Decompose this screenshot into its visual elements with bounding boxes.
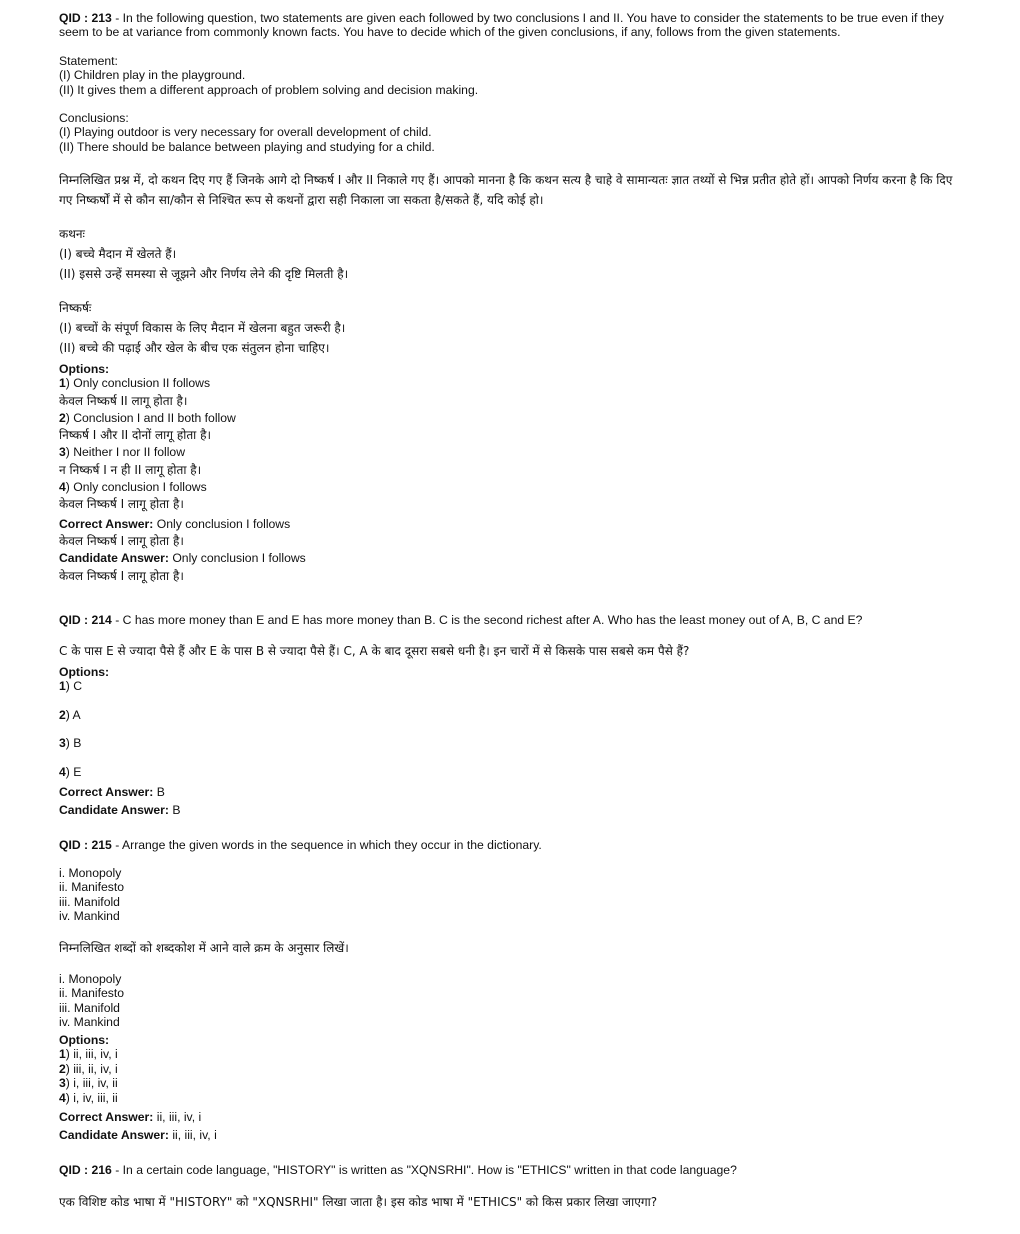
q214-options <box>59 665 964 694</box>
word-item: i. Monopoly <box>59 972 122 986</box>
statement-2: (II) It gives them a different approach of problem solving and decision making. <box>59 82 479 97</box>
word-item: iv. Mankind <box>59 909 120 924</box>
statement-1-hi: (I) बच्चे मैदान में खेलते हैं। <box>59 247 177 261</box>
option-1: 1) ii, iii, iv, i <box>59 1047 118 1062</box>
q216-question-hi: एक विशिष्ट कोड भाषा में "HISTORY" को "XQNSRHI" लिखा जाता है। इस कोड भाषा में "ETHICS" को किस प्रकार लिखा जाएगा? <box>59 1195 658 1209</box>
statement-1: (I) Children play in the playground. <box>59 68 246 83</box>
candidate-answer-hi: केवल निष्कर्ष I लागू होता है। <box>59 568 184 583</box>
word-item: iii. Manifold <box>59 1000 120 1015</box>
q215-word-list <box>59 866 964 924</box>
q213-question-en <box>59 11 964 40</box>
q214-question-hi: C के पास E से ज्यादा पैसे हैं और E के पास B से ज्यादा पैसे हैं। C, A के बाद दूसरा सबसे धनी है। इन चारों में से किसके पास सबसे कम पैसे हैं? <box>59 644 690 658</box>
option-3: 3) Neither I nor II follow <box>59 445 185 460</box>
option-1: 1) C <box>59 679 83 694</box>
option-1: 1) Only conclusion II follows <box>59 376 211 391</box>
question-text: - Arrange the given words in the sequence in which they occur in the dictionary. <box>111 838 542 852</box>
q214-option-2: 2) A <box>59 708 81 722</box>
q215-options <box>59 1033 964 1105</box>
correct-answer: Correct Answer: Only conclusion I follows <box>59 517 291 531</box>
q215-answers <box>59 1108 964 1144</box>
statement-2-hi: (II) इससे उन्हें समस्या से जूझने और निर्णय लेने की दृष्टि मिलती है। <box>59 267 349 281</box>
options-label: Options: <box>59 665 110 679</box>
options-label: Options: <box>59 1033 110 1047</box>
qid-label: QID : 213 <box>59 11 112 25</box>
statement-heading-hi: कथनः <box>59 227 85 241</box>
conclusions-heading-hi: निष्कर्षः <box>59 301 92 315</box>
correct-answer-hi: केवल निष्कर्ष I लागू होता है। <box>59 534 184 549</box>
option-2-hi: निष्कर्ष I और II दोनों लागू होता है। <box>59 428 212 443</box>
q215-word-list-hi <box>59 972 964 1030</box>
word-item: iii. Manifold <box>59 894 120 909</box>
q213-answers <box>59 517 964 586</box>
q215-question-en <box>59 838 964 852</box>
correct-answer: Correct Answer: B <box>59 785 165 799</box>
q216-question-en <box>59 1163 964 1177</box>
qid-label: QID : 215 <box>59 838 112 852</box>
qid-label: QID : 216 <box>59 1163 112 1177</box>
question-text: - In the following question, two statements are given each followed by two conclusions I and II. You have to consider the statements to be true even if they seem to be at variance from commonly known facts. You have to decide which of the given conclusions, if any, follows from the given statements. <box>59 11 944 40</box>
question-text: - In a certain code language, "HISTORY" is written as "XQNSRHI". How is "ETHICS" written in that code language? <box>111 1163 737 1177</box>
conclusion-1: (I) Playing outdoor is very necessary for overall development of child. <box>59 125 432 140</box>
option-4-hi: केवल निष्कर्ष I लागू होता है। <box>59 497 184 512</box>
q213-statements-en <box>59 54 964 97</box>
option-1-hi: केवल निष्कर्ष II लागू होता है। <box>59 393 188 408</box>
conclusion-1-hi: (I) बच्चों के संपूर्ण विकास के लिए मैदान में खेलना बहुत जरूरी है। <box>59 321 346 335</box>
option-2: 2) iii, ii, iv, i <box>59 1061 118 1076</box>
q213-conclusions-en <box>59 111 964 154</box>
q213-question-hi: निम्नलिखित प्रश्न में, दो कथन दिए गए हैं जिनके आगे दो निष्कर्ष I और II निकाले गए हैं। आपको मानना है कि कथन सत्य है चाहे वे सामान्यतः ज्ञात तथ्यों से भिन्न प्रतीत होते हों। आपको निर्णय करना है कि दिए गए निष्कर्षों में से कौन सा/कौन से निश्चित रूप से कथनों द्वारा सही निकाला जा सकता है/सकते हैं, यदि कोई हो। <box>59 173 953 207</box>
candidate-answer: Candidate Answer: B <box>59 803 181 817</box>
q213-statements-hi <box>59 224 964 284</box>
qid-label: QID : 214 <box>59 613 112 627</box>
word-item: ii. Manifesto <box>59 986 125 1001</box>
q214-option-4: 4) E <box>59 765 82 779</box>
conclusion-2: (II) There should be balance between playing and studying for a child. <box>59 139 435 154</box>
word-item: ii. Manifesto <box>59 880 125 895</box>
option-3: 3) i, iii, iv, ii <box>59 1076 118 1091</box>
word-item: i. Monopoly <box>59 866 122 880</box>
q214-question-en <box>59 613 964 627</box>
option-2: 2) Conclusion I and II both follow <box>59 410 236 425</box>
word-item: iv. Mankind <box>59 1015 120 1030</box>
question-text: - C has more money than E and E has more money than B. C is the second richest after A. Who has the least money out of A, B, C and E? <box>111 613 863 627</box>
conclusions-heading: Conclusions: <box>59 111 129 125</box>
q214-option-3: 3) B <box>59 736 82 750</box>
correct-answer: Correct Answer: ii, iii, iv, i <box>59 1110 202 1124</box>
statement-heading: Statement: <box>59 54 118 68</box>
options-label: Options: <box>59 362 110 376</box>
conclusion-2-hi: (II) बच्चे की पढ़ाई और खेल के बीच एक संतुलन होना चाहिए। <box>59 341 330 355</box>
option-3-hi: न निष्कर्ष I न ही II लागू होता है। <box>59 462 202 477</box>
candidate-answer: Candidate Answer: ii, iii, iv, i <box>59 1128 217 1142</box>
option-4: 4) Only conclusion I follows <box>59 479 207 494</box>
q215-question-hi: निम्नलिखित शब्दों को शब्दकोश में आने वाले क्रम के अनुसार लिखें। <box>59 941 349 955</box>
option-4: 4) i, iv, iii, ii <box>59 1090 118 1105</box>
candidate-answer: Candidate Answer: Only conclusion I follows <box>59 551 306 566</box>
q214-answers <box>59 783 964 819</box>
q213-options <box>59 362 964 514</box>
q213-conclusions-hi <box>59 298 964 358</box>
